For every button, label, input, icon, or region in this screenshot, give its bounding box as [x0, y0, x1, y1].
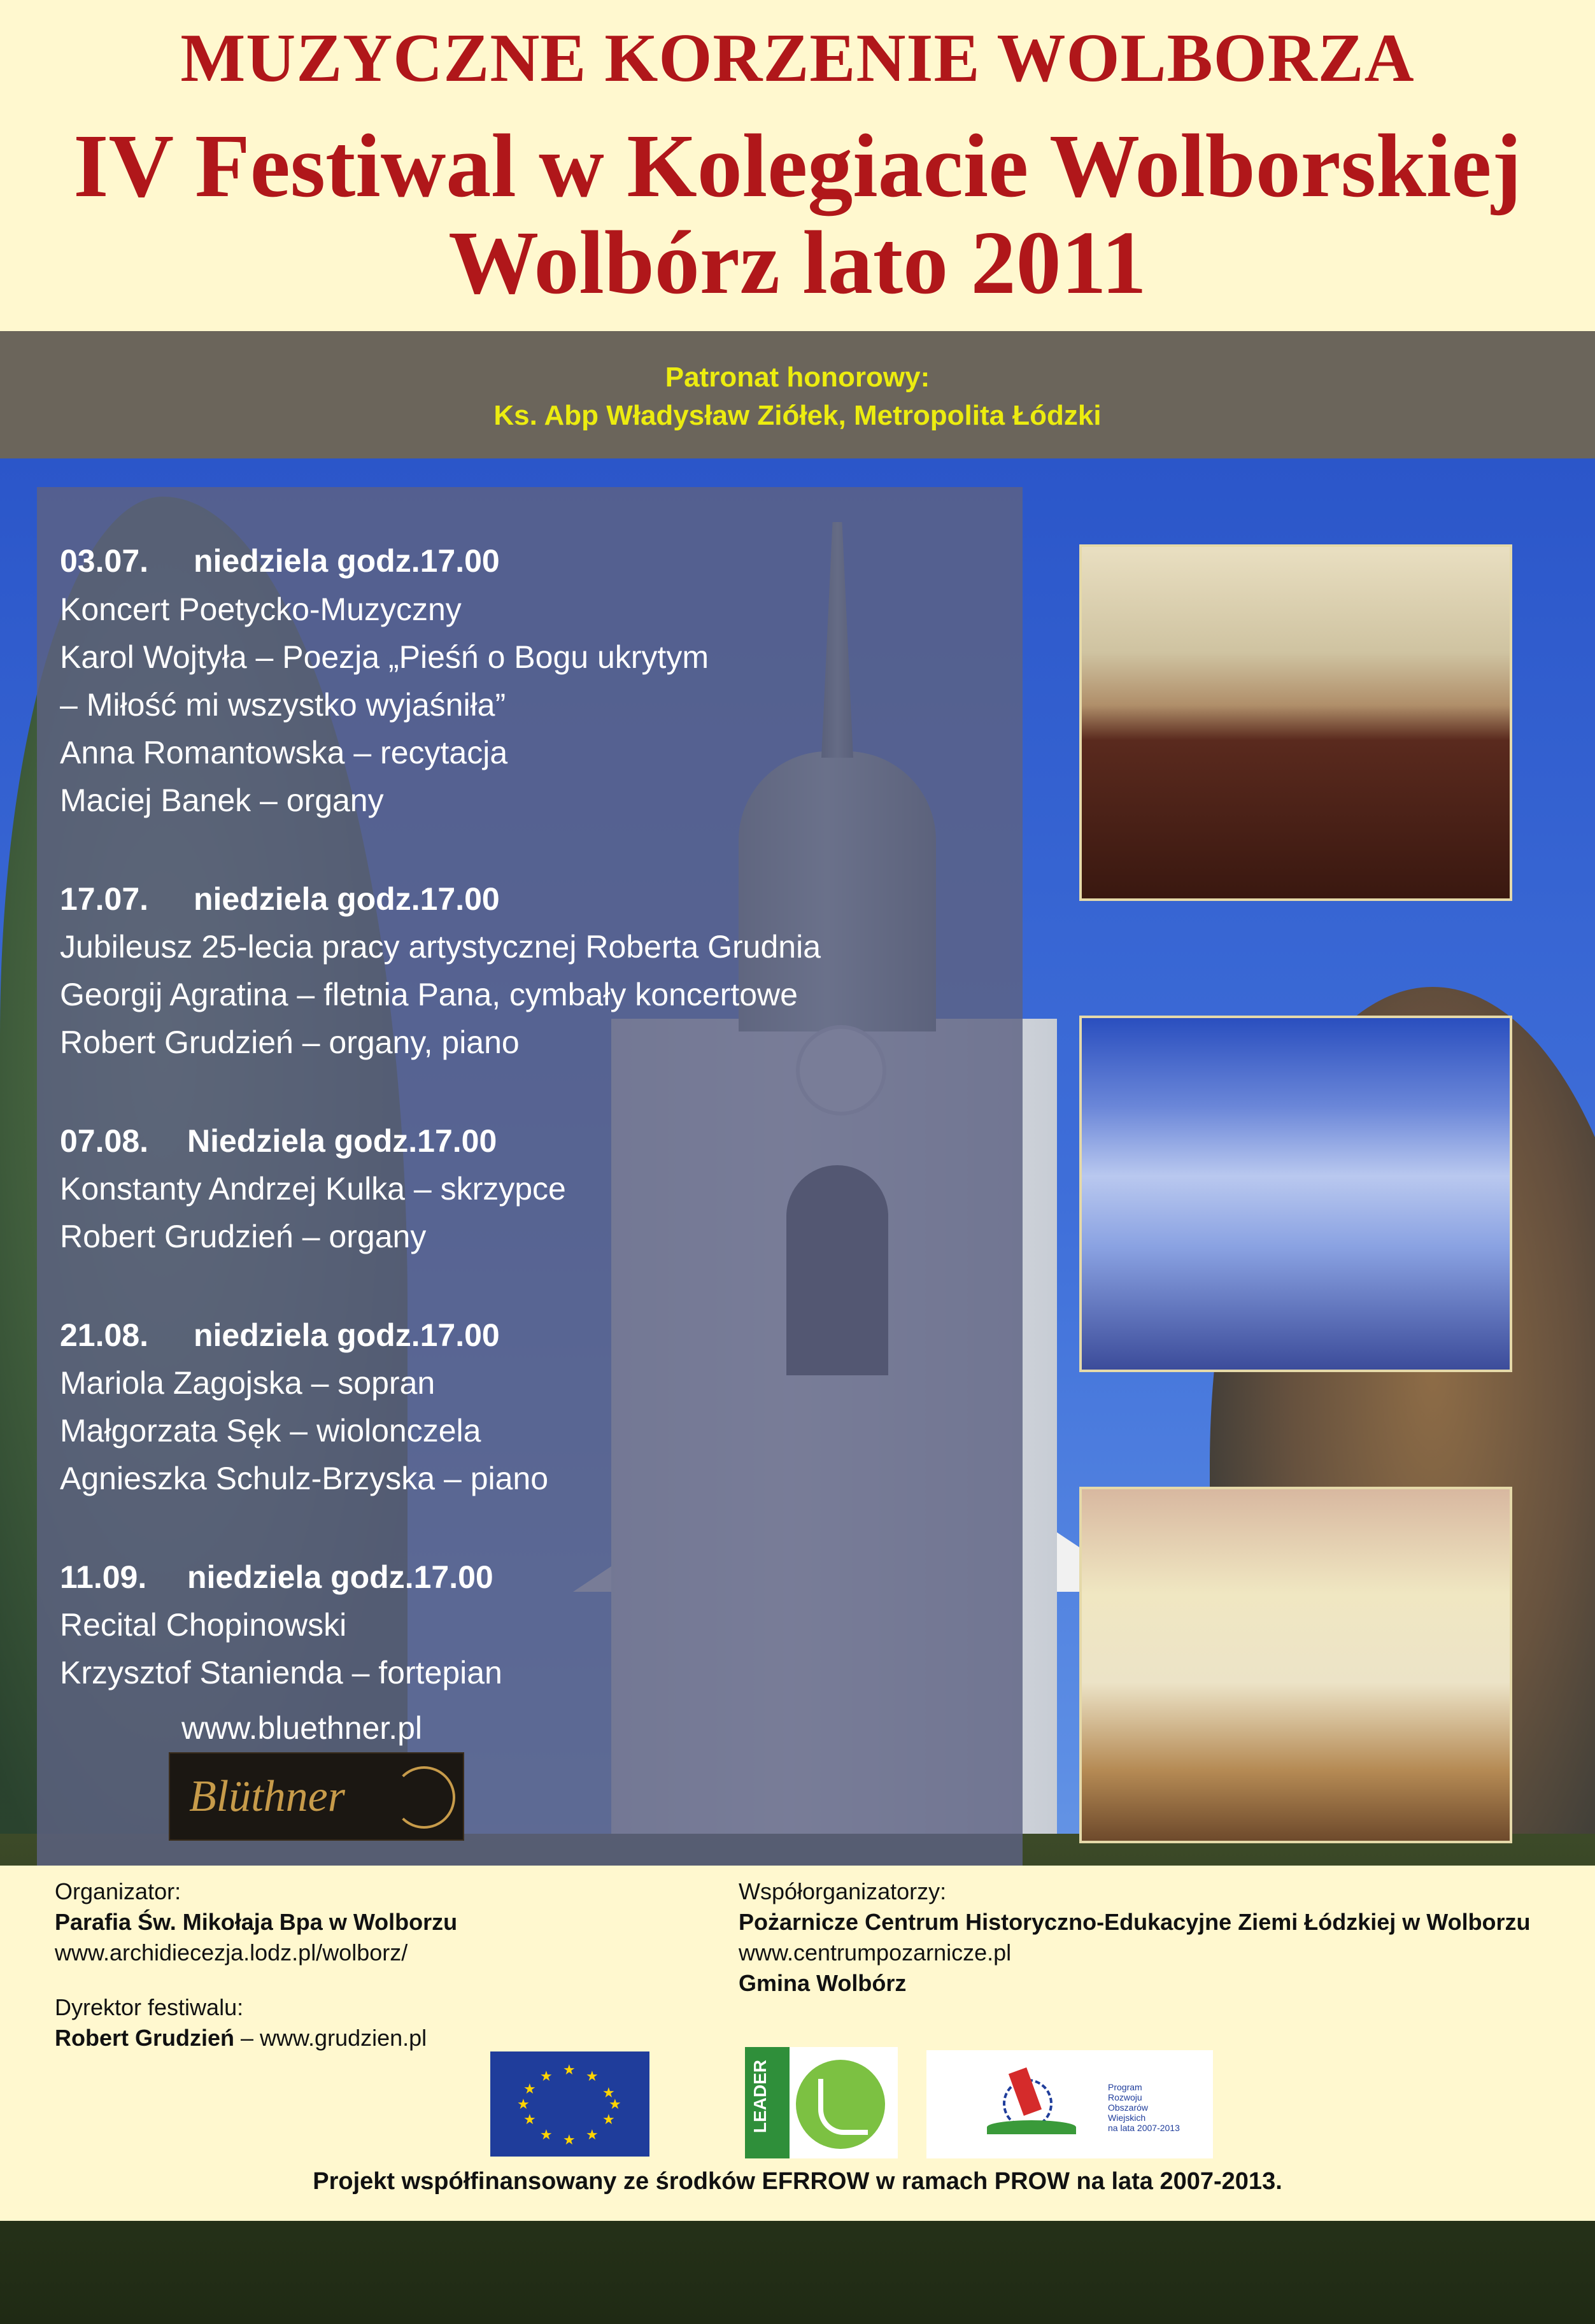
event-line: Georgij Agratina – fletnia Pana, cymbały koncertowe: [60, 977, 798, 1012]
event-line: Robert Grudzień – organy, piano: [60, 1024, 520, 1060]
patron-label: Patronat honorowy:: [665, 362, 930, 393]
event-date: 17.07.: [60, 881, 149, 917]
director-link[interactable]: www.grudzien.pl: [260, 2025, 427, 2051]
event-line: Agnieszka Schulz-Brzyska – piano: [60, 1461, 549, 1496]
event-time: niedziela godz.17.00: [194, 543, 500, 579]
event-line: Krzysztof Stanienda – fortepian: [60, 1655, 502, 1690]
event-time: niedziela godz.17.00: [194, 881, 500, 917]
event-date: 21.08.: [60, 1317, 149, 1353]
leader-logo-icon: [745, 2047, 898, 2158]
patron-name: Ks. Abp Władysław Ziółek, Metropolita Łódzki: [493, 400, 1102, 431]
coorganizer-name: Pożarnicze Centrum Historyczno-Edukacyjne Ziemi Łódzkiej w Wolborzu: [739, 1909, 1531, 1935]
event-time: niedziela godz.17.00: [194, 1317, 500, 1353]
director-line: [55, 2025, 427, 2051]
festival-title: IV Festiwal w Kolegiacie Wolborskiej: [73, 115, 1522, 216]
event-line: Karol Wojtyła – Poezja „Pieśń o Bogu ukrytym: [60, 639, 709, 675]
director-separator: –: [234, 2025, 260, 2051]
coorganizer-link[interactable]: www.centrumpozarnicze.pl: [739, 1939, 1012, 1966]
event-date: 07.08.: [60, 1123, 149, 1159]
event-time: niedziela godz.17.00: [187, 1559, 493, 1595]
event-line: Robert Grudzień – organy: [60, 1219, 427, 1254]
event-line: Konstanty Andrzej Kulka – skrzypce: [60, 1171, 566, 1207]
event-line: Małgorzata Sęk – wiolonczela: [60, 1413, 481, 1449]
coorganizer-2-name: Gmina Wolbórz: [739, 1970, 907, 1996]
organizer-link[interactable]: www.archidiecezja.lodz.pl/wolborz/: [55, 1939, 408, 1966]
prow-logo-text: Program Rozwoju Obszarów Wiejskich na lata 2007-2013: [1108, 2082, 1180, 2133]
organizer-label: Organizator:: [55, 1878, 181, 1904]
bluethner-logo-text: Blüthner: [189, 1772, 345, 1821]
director-label: Dyrektor festiwalu:: [55, 1994, 244, 2020]
funding-note: Projekt współfinansowany ze środków EFRROW w ramach PROW na lata 2007-2013.: [313, 2168, 1282, 2195]
event-line: Recital Chopinowski: [60, 1607, 347, 1643]
event-line: Anna Romantowska – recytacja: [60, 735, 508, 770]
sponsor-link[interactable]: www.bluethner.pl: [181, 1710, 423, 1746]
coorganizers-label: Współorganizatorzy:: [739, 1878, 947, 1904]
event-time: Niedziela godz.17.00: [187, 1123, 497, 1159]
event-line: Maciej Banek – organy: [60, 783, 384, 818]
prow-logo-icon: [926, 2050, 1213, 2158]
director-name: Robert Grudzień: [55, 2025, 235, 2051]
leader-logo-text: LEADER: [750, 2060, 770, 2134]
eu-flag-icon: ★ ★ ★ ★ ★ ★ ★ ★ ★ ★ ★ ★: [490, 2051, 649, 2157]
event-date: 03.07.: [60, 543, 149, 579]
event-line: – Miłość mi wszystko wyjaśniła”: [60, 687, 506, 723]
festival-season: Wolbórz lato 2011: [448, 212, 1147, 313]
organizer-name: Parafia Św. Mikołaja Bpa w Wolborzu: [55, 1909, 458, 1935]
event-date: 11.09.: [60, 1559, 147, 1595]
event-line: Jubileusz 25-lecia pracy artystycznej Roberta Grudnia: [60, 929, 821, 965]
event-line: Koncert Poetycko-Muzyczny: [60, 592, 462, 627]
festival-series-title: MUZYCZNE KORZENIE WOLBORZA: [180, 20, 1415, 96]
event-line: Mariola Zagojska – sopran: [60, 1365, 436, 1401]
